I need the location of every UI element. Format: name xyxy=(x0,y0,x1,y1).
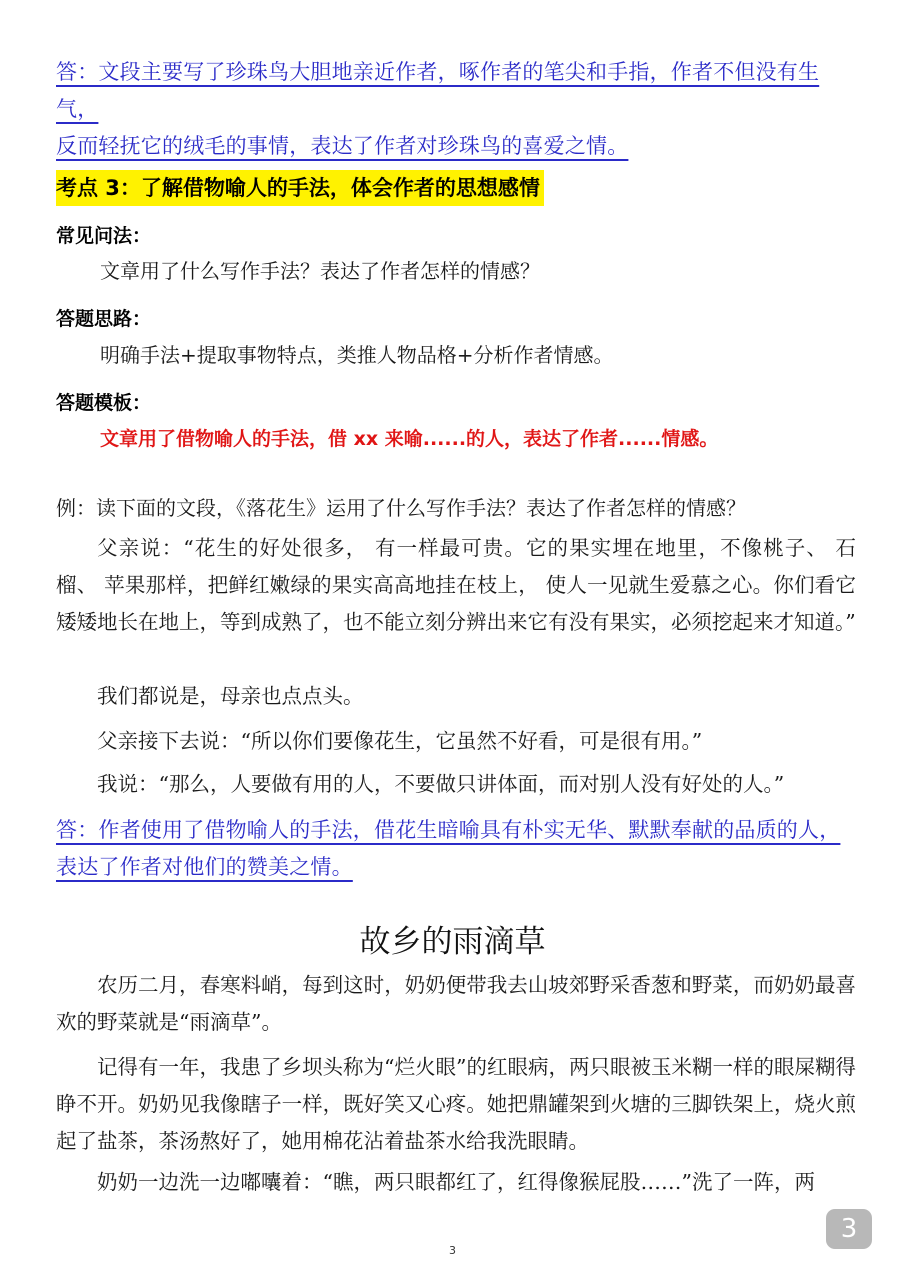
example-paragraph-1: 父亲说：“花生的好处很多， 有一样最可贵。它的果实埋在地里，不像桃子、 石榴、 苹果那样，把鲜红嫩绿的果实高高地挂在枝上， 使人一见就生爱慕之心。你们看它矮矮地长在地上，等到成熟了，也不能立刻分辨出来它有没有果实，必须挖起来才知道。” xyxy=(56,536,856,634)
example-paragraph-4: 我说：“那么，人要做有用的人，不要做只讲体面，而对别人没有好处的人。” xyxy=(97,772,785,796)
approach-text: 明确手法+提取事物特点，类推人物品格+分析作者情感。 xyxy=(100,343,614,367)
example-paragraph-2: 我们都说是，母亲也点点头。 xyxy=(97,684,364,708)
example-paragraph-3: 父亲接下去说：“所以你们要像花生，它虽然不好看，可是很有用。” xyxy=(97,729,703,753)
answer-block-1 xyxy=(56,54,856,165)
page-badge: 3 xyxy=(826,1209,872,1249)
story-paragraph-1: 农历二月，春寒料峭，每到这时，奶奶便带我去山坡郊野采香葱和野菜，而奶奶最喜欢的野菜就是“雨滴草”。 xyxy=(56,973,856,1034)
story-paragraph-3: 奶奶一边洗一边嘟囔着：“瞧，两只眼都红了，红得像猴屁股……”洗了一阵，两 xyxy=(97,1170,815,1194)
answer-2-line-2: 表达了作者对他们的赞美之情。 xyxy=(56,855,353,879)
page-number: 3 xyxy=(449,1244,456,1257)
template-label: 答题模板： xyxy=(56,392,152,414)
story-title: 故乡的雨滴草 xyxy=(359,924,546,960)
answer-block-2 xyxy=(56,812,856,886)
common-question-label: 常见问法： xyxy=(56,225,152,247)
answer-1-line-1: 答：文段主要写了珍珠鸟大胆地亲近作者，啄作者的笔尖和手指，作者不但没有生气， xyxy=(56,60,820,121)
example-question: 例：读下面的文段，《落花生》运用了什么写作手法？表达了作者怎样的情感？ xyxy=(56,496,746,520)
story-paragraph-2: 记得有一年，我患了乡坝头称为“烂火眼”的红眼病，两只眼被玉米糊一样的眼屎糊得睁不开。奶奶见我像瞎子一样，既好笑又心疼。她把鼎罐架到火塘的三脚铁架上，烧火煎起了盐茶，茶汤熬好了，她用棉花沾着盐茶水给我洗眼睛。 xyxy=(56,1055,856,1153)
common-question-text: 文章用了什么写作手法？表达了作者怎样的情感？ xyxy=(100,259,540,283)
approach-label: 答题思路： xyxy=(56,308,152,330)
answer-1-line-2: 反而轻抚它的绒毛的事情，表达了作者对珍珠鸟的喜爱之情。 xyxy=(56,134,629,158)
section-heading: 考点 3：了解借物喻人的手法，体会作者的思想感情 xyxy=(56,170,544,206)
answer-template: 文章用了借物喻人的手法，借 xx 来喻......的人，表达了作者......情感。 xyxy=(100,428,719,450)
answer-2-line-1: 答：作者使用了借物喻人的手法，借花生暗喻具有朴实无华、默默奉献的品质的人， xyxy=(56,818,841,842)
